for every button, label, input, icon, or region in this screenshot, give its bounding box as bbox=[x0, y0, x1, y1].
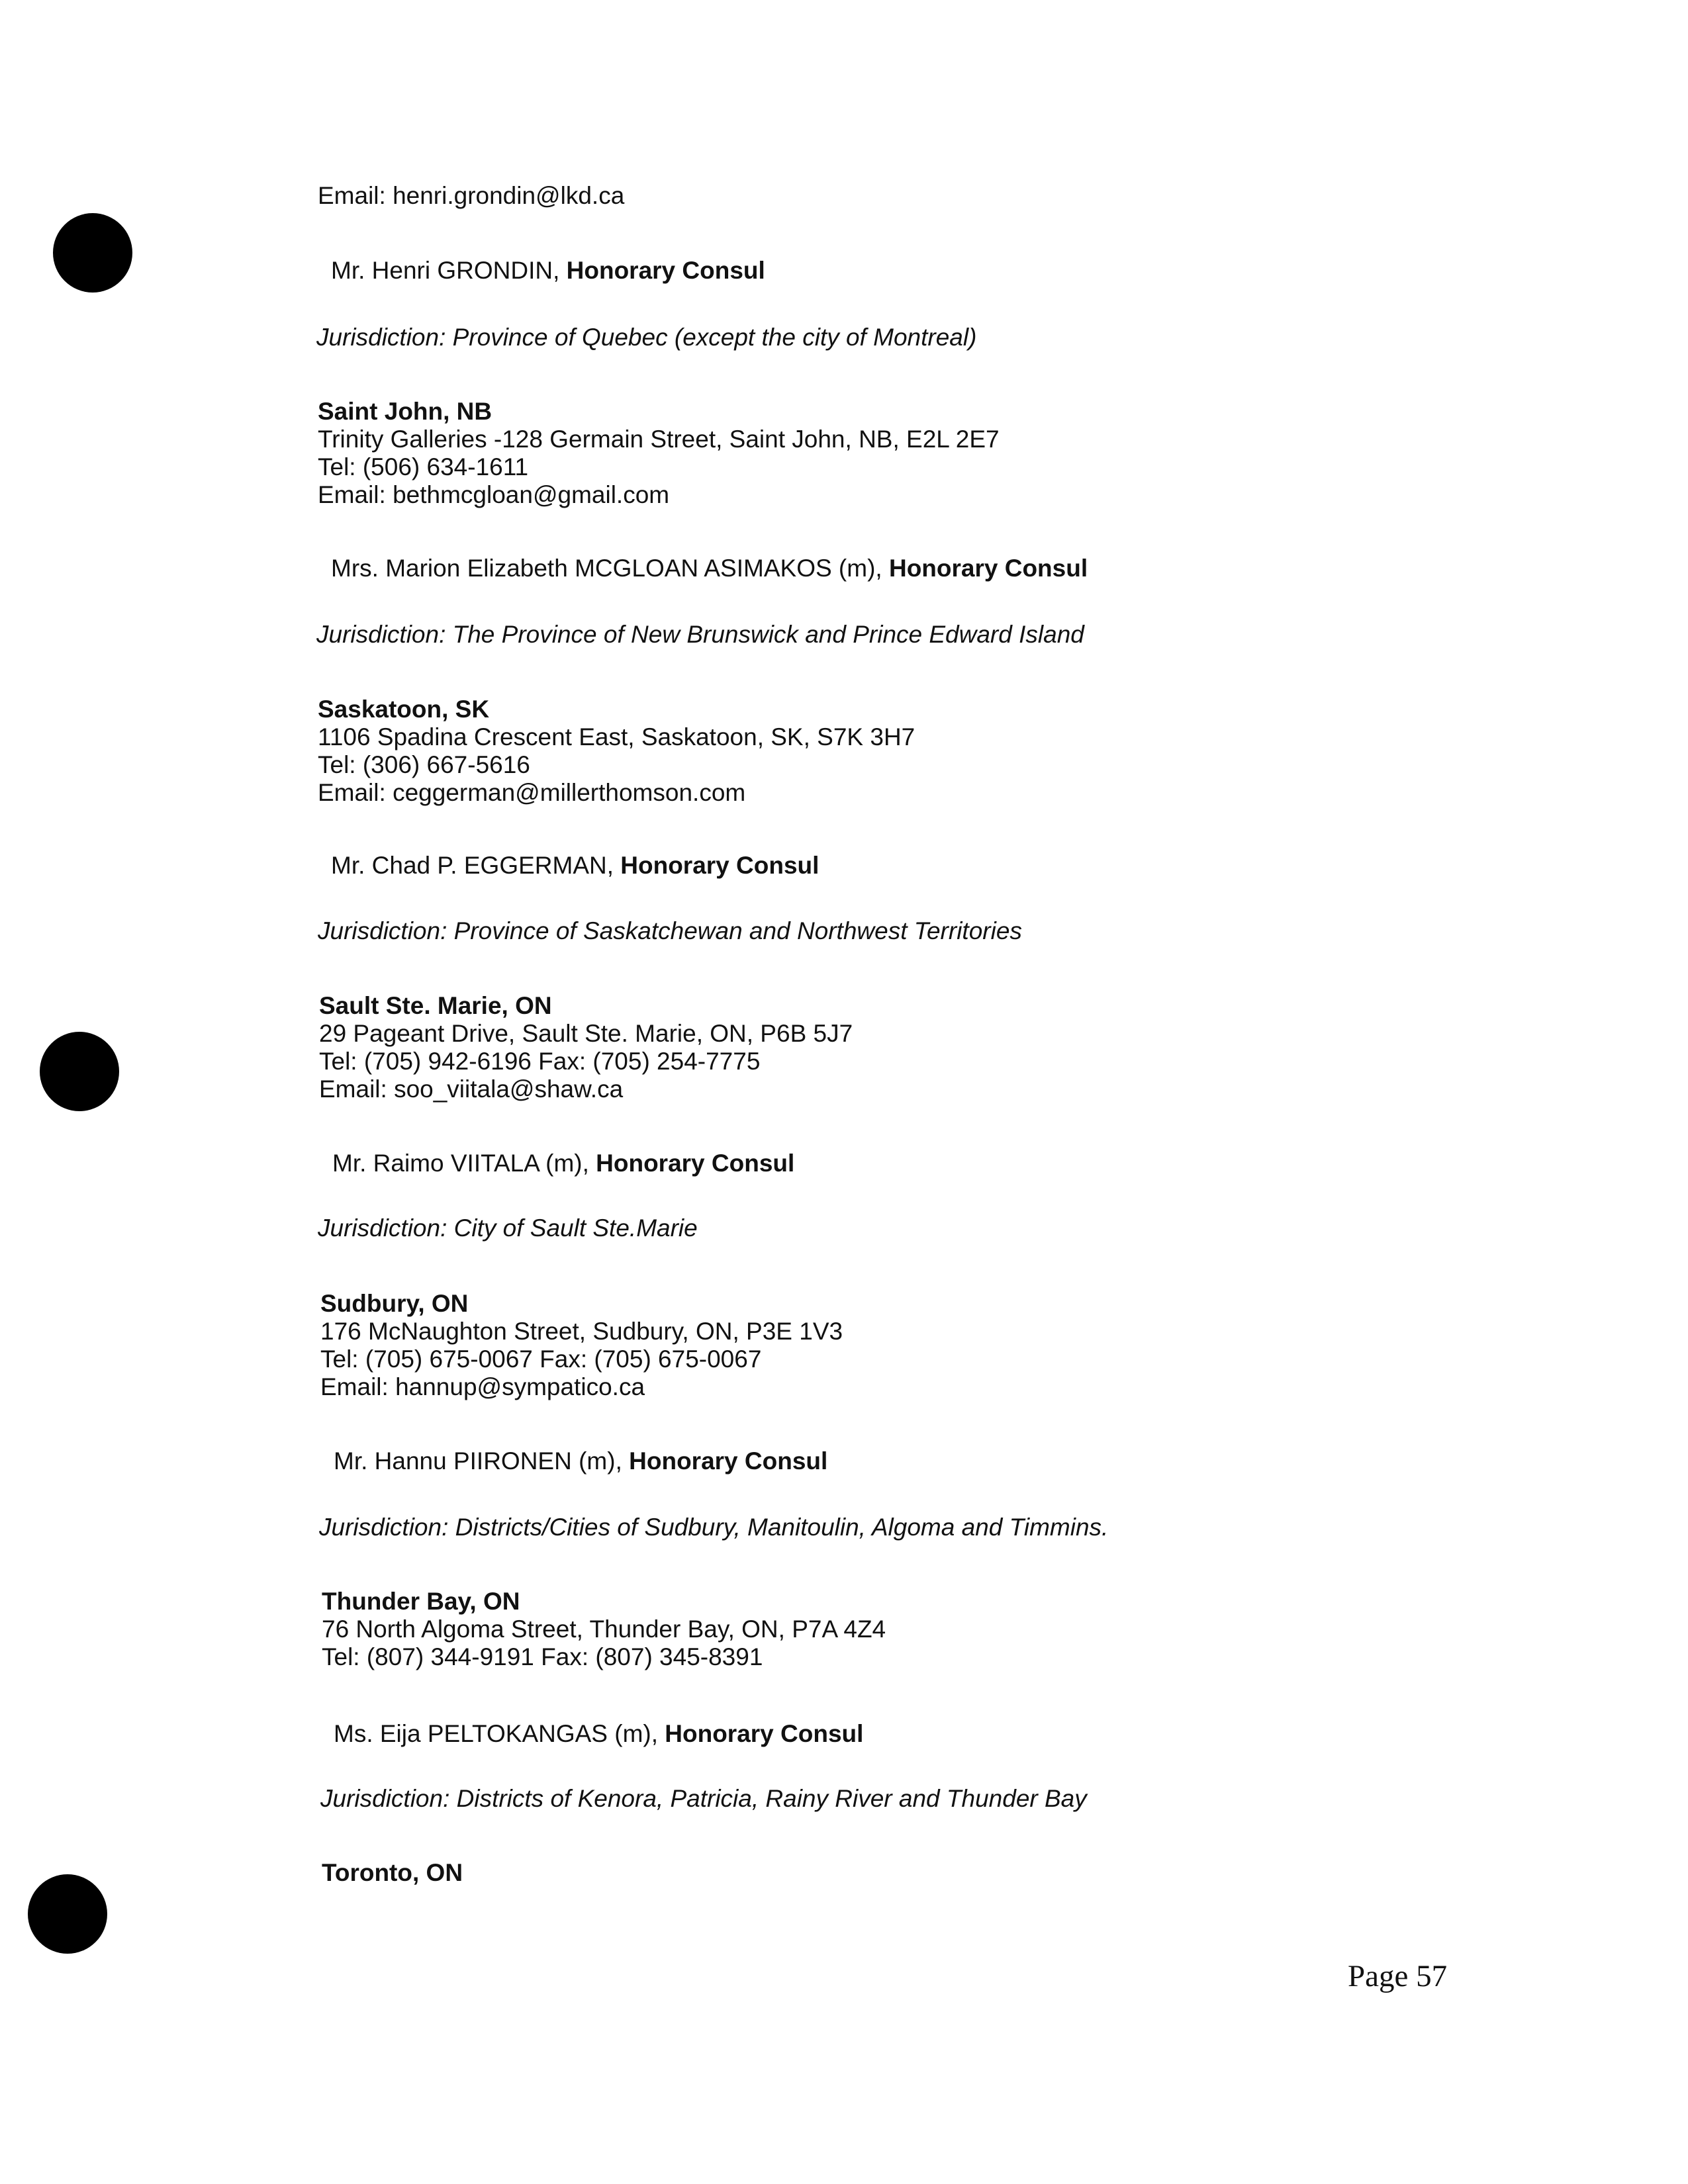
consul-line bbox=[334, 1719, 863, 1749]
consul-name: Mrs. Marion Elizabeth MCGLOAN ASIMAKOS (m), bbox=[331, 555, 889, 582]
city-heading: Saskatoon, SK bbox=[318, 696, 490, 723]
consul-name: Mr. Henri GRONDIN, bbox=[331, 257, 567, 284]
consul-title: Honorary Consul bbox=[620, 852, 820, 879]
telephone: Tel: (807) 344-9191 Fax: (807) 345-8391 bbox=[322, 1643, 763, 1670]
consul-title: Honorary Consul bbox=[888, 555, 1088, 582]
city-heading: Toronto, ON bbox=[322, 1859, 463, 1886]
telephone: Tel: (705) 675-0067 Fax: (705) 675-0067 bbox=[320, 1345, 762, 1373]
consul-line bbox=[331, 554, 1088, 583]
jurisdiction: Jurisdiction: Districts of Kenora, Patricia, Rainy River and Thunder Bay bbox=[320, 1785, 1087, 1812]
address: 76 North Algoma Street, Thunder Bay, ON, P7A 4Z4 bbox=[322, 1615, 886, 1643]
punch-hole-middle bbox=[40, 1032, 119, 1111]
jurisdiction: Jurisdiction: City of Sault Ste.Marie bbox=[318, 1214, 698, 1242]
jurisdiction: Jurisdiction: Province of Saskatchewan and Northwest Territories bbox=[318, 917, 1022, 944]
address: 1106 Spadina Crescent East, Saskatoon, SK, S7K 3H7 bbox=[318, 723, 915, 751]
consul-name: Mr. Chad P. EGGERMAN, bbox=[331, 852, 621, 879]
consul-name: Ms. Eija PELTOKANGAS (m), bbox=[334, 1720, 665, 1747]
city-heading: Thunder Bay, ON bbox=[322, 1588, 520, 1615]
telephone: Tel: (306) 667-5616 bbox=[318, 751, 530, 778]
top-email: Email: henri.grondin@lkd.ca bbox=[318, 182, 625, 209]
jurisdiction: Jurisdiction: Districts/Cities of Sudbury, Manitoulin, Algoma and Timmins. bbox=[319, 1514, 1109, 1541]
email: Email: bethmcgloan@gmail.com bbox=[318, 481, 670, 508]
address: 176 McNaughton Street, Sudbury, ON, P3E 1V3 bbox=[320, 1318, 843, 1345]
address: 29 Pageant Drive, Sault Ste. Marie, ON, P6B 5J7 bbox=[319, 1020, 853, 1047]
punch-hole-bottom bbox=[28, 1874, 107, 1954]
telephone: Tel: (705) 942-6196 Fax: (705) 254-7775 bbox=[319, 1048, 761, 1075]
consul-title: Honorary Consul bbox=[665, 1720, 864, 1747]
consul-line bbox=[334, 1447, 827, 1476]
consul-title: Honorary Consul bbox=[596, 1150, 795, 1177]
consul-name: Mr. Hannu PIIRONEN (m), bbox=[334, 1447, 630, 1475]
city-heading: Sault Ste. Marie, ON bbox=[319, 992, 552, 1019]
consul-title: Honorary Consul bbox=[629, 1447, 828, 1475]
jurisdiction: Jurisdiction: The Province of New Brunswick and Prince Edward Island bbox=[316, 621, 1084, 648]
email: Email: hannup@sympatico.ca bbox=[320, 1373, 645, 1400]
jurisdiction: Jurisdiction: Province of Quebec (except the city of Montreal) bbox=[316, 324, 977, 351]
page-number: Page 57 bbox=[1348, 1959, 1448, 1993]
city-heading: Saint John, NB bbox=[318, 398, 492, 425]
address: Trinity Galleries -128 Germain Street, Saint John, NB, E2L 2E7 bbox=[318, 426, 1000, 453]
email: Email: soo_viitala@shaw.ca bbox=[319, 1075, 624, 1103]
punch-hole-top bbox=[53, 213, 132, 293]
consul-line bbox=[331, 851, 819, 880]
consul-line bbox=[332, 1149, 794, 1178]
consul-line bbox=[331, 256, 765, 285]
consul-title: Honorary Consul bbox=[566, 257, 765, 284]
consul-name: Mr. Raimo VIITALA (m), bbox=[332, 1150, 596, 1177]
telephone: Tel: (506) 634-1611 bbox=[318, 453, 529, 480]
city-heading: Sudbury, ON bbox=[320, 1290, 469, 1317]
email: Email: ceggerman@millerthomson.com bbox=[318, 779, 746, 806]
